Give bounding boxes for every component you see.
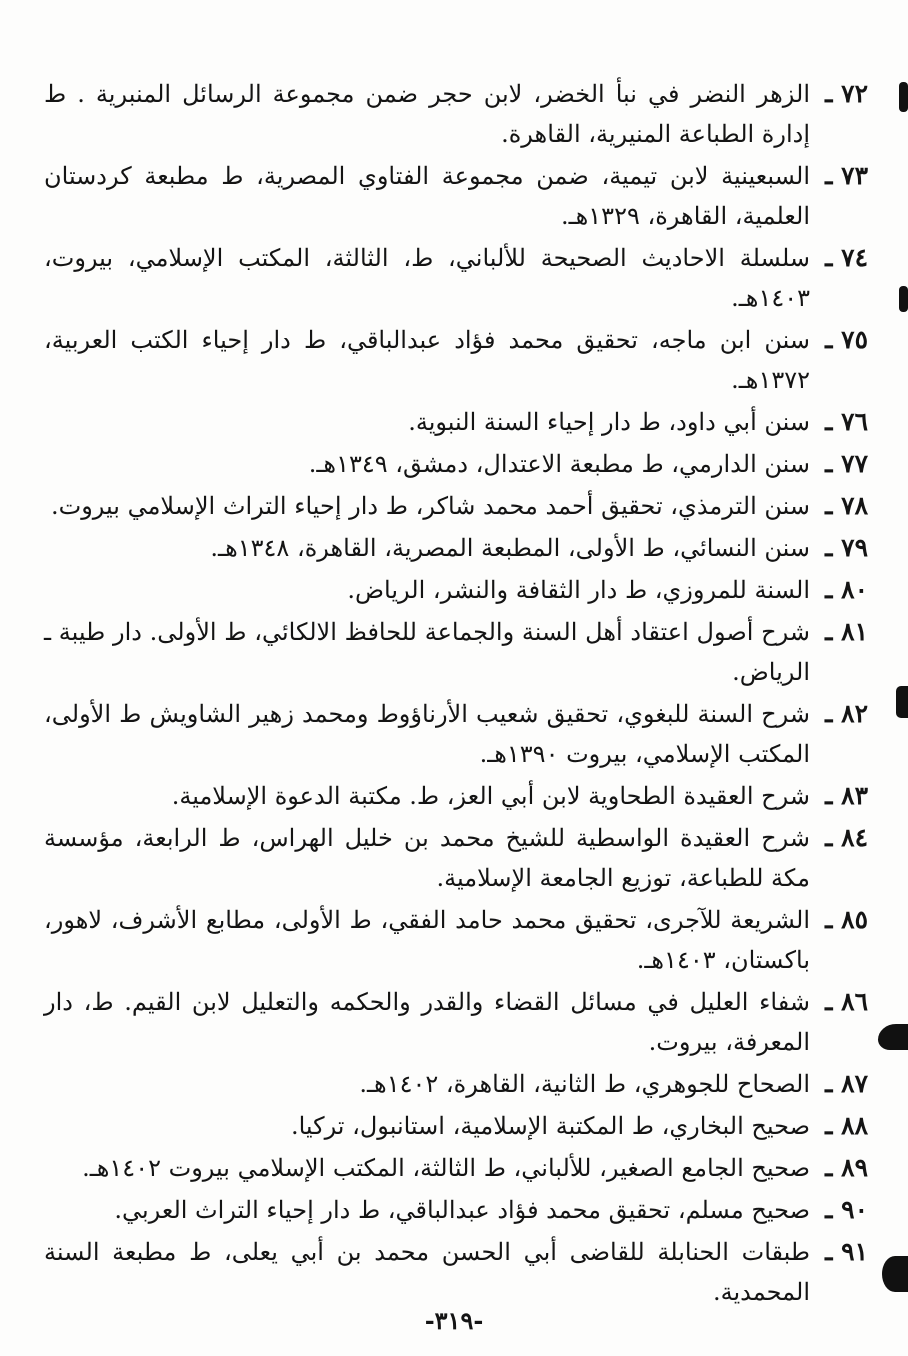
entry-text: شرح العقيدة الواسطية للشيخ محمد بن خليل الهراس، ط الرابعة، مؤسسة مكة للطباعة، توزيع الجامعة الإسلامية. xyxy=(44,824,810,892)
entry-text: شفاء العليل في مسائل القضاء والقدر والحكمه والتعليل لابن القيم. ط، دار المعرفة، بيروت. xyxy=(44,988,810,1056)
bibliography-entry xyxy=(44,612,868,692)
bibliography-entry xyxy=(44,900,868,980)
entry-number: ٧٢ ـ xyxy=(825,79,868,108)
entry-text: سلسلة الاحاديث الصحيحة للألباني، ط، الثالثة، المكتب الإسلامي، بيروت، ١٤٠٣هـ. xyxy=(44,244,810,312)
entry-text: الزهر النضر في نبأ الخضر، لابن حجر ضمن مجموعة الرسائل المنبرية . ط إدارة الطباعة المنيرية، القاهرة. xyxy=(44,80,810,148)
entry-number: ٧٣ ـ xyxy=(825,161,868,190)
entry-number: ٧٦ ـ xyxy=(825,407,868,436)
bibliography-entry xyxy=(44,402,868,442)
bibliography-entry xyxy=(44,776,868,816)
entry-number: ٨٠ ـ xyxy=(825,575,868,604)
entry-text: سنن أبي داود، ط دار إحياء السنة النبوية. xyxy=(408,408,810,436)
entry-text: سنن الدارمي، ط مطبعة الاعتدال، دمشق، ١٣٤٩هـ. xyxy=(308,450,810,478)
bibliography-list xyxy=(44,74,868,1314)
entry-text: سنن ابن ماجه، تحقيق محمد فؤاد عبدالباقي، ط دار إحياء الكتب العربية، ١٣٧٢هـ. xyxy=(44,326,810,394)
entry-number: ٩٠ ـ xyxy=(825,1195,868,1224)
bibliography-entry xyxy=(44,74,868,154)
entry-text: شرح أصول اعتقاد أهل السنة والجماعة للحافظ الالكائي، ط الأولى. دار طيبة ـ الرياض. xyxy=(44,618,810,686)
entry-text: سنن النسائي، ط الأولى، المطبعة المصرية، القاهرة، ١٣٤٨هـ. xyxy=(210,534,810,562)
scan-speck xyxy=(878,1024,908,1050)
bibliography-entry xyxy=(44,238,868,318)
entry-number: ٨٤ ـ xyxy=(825,823,868,852)
bibliography-entry xyxy=(44,1148,868,1188)
bibliography-entry xyxy=(44,156,868,236)
bibliography-entry xyxy=(44,1106,868,1146)
entry-number: ٨٢ ـ xyxy=(825,699,868,728)
entry-number: ٨٦ ـ xyxy=(825,987,868,1016)
entry-number: ٨٥ ـ xyxy=(825,905,868,934)
entry-number: ٨١ ـ xyxy=(825,617,868,646)
bibliography-entry xyxy=(44,694,868,774)
scan-speck xyxy=(896,686,908,718)
entry-text: طبقات الحنابلة للقاضى أبي الحسن محمد بن أبي يعلى، ط مطبعة السنة المحمدية. xyxy=(44,1238,810,1306)
entry-number: ٧٤ ـ xyxy=(825,243,868,272)
entry-number: ٧٧ ـ xyxy=(825,449,868,478)
entry-text: السبعينية لابن تيمية، ضمن مجموعة الفتاوي المصرية، ط مطبعة كردستان العلمية، القاهرة، ١٣٢٩هـ. xyxy=(44,162,810,230)
scan-speck xyxy=(899,82,908,112)
bibliography-entry xyxy=(44,982,868,1062)
entry-text: صحيح الجامع الصغير، للألباني، ط الثالثة، المكتب الإسلامي بيروت ١٤٠٢هـ. xyxy=(82,1154,810,1182)
page-number: -٣١٩- xyxy=(424,1306,484,1335)
entry-text: صحيح مسلم، تحقيق محمد فؤاد عبدالباقي، ط دار إحياء التراث العربي. xyxy=(114,1196,810,1224)
entry-text: الشريعة للآجرى، تحقيق محمد حامد الفقي، ط الأولى، مطابع الأشرف، لاهور، باكستان، ١٤٠٣هـ. xyxy=(44,906,810,974)
bibliography-entry xyxy=(44,528,868,568)
entry-number: ٧٥ ـ xyxy=(825,325,868,354)
entry-number: ٨٣ ـ xyxy=(825,781,868,810)
entry-text: السنة للمروزي، ط دار الثقافة والنشر، الرياض. xyxy=(347,576,810,604)
entry-text: صحيح البخاري، ط المكتبة الإسلامية، استانبول، تركيا. xyxy=(290,1112,810,1140)
bibliography-entry xyxy=(44,818,868,898)
bibliography-entry xyxy=(44,486,868,526)
entry-number: ٩١ ـ xyxy=(825,1237,868,1266)
entry-number: ٨٨ ـ xyxy=(825,1111,868,1140)
entry-text: الصحاح للجوهري، ط الثانية، القاهرة، ١٤٠٢هـ. xyxy=(359,1070,810,1098)
entry-number: ٨٧ ـ xyxy=(825,1069,868,1098)
bibliography-entry xyxy=(44,444,868,484)
bibliography-entry xyxy=(44,1190,868,1230)
entry-number: ٧٨ ـ xyxy=(825,491,868,520)
scan-speck xyxy=(899,286,908,312)
entry-text: شرح السنة للبغوي، تحقيق شعيب الأرناؤوط ومحمد زهير الشاويش ط الأولى، المكتب الإسلامي، بيروت ١٣٩٠هـ. xyxy=(44,700,810,768)
entry-number: ٧٩ ـ xyxy=(825,533,868,562)
bibliography-entry xyxy=(44,1064,868,1104)
scan-speck xyxy=(882,1256,908,1292)
bibliography-entry xyxy=(44,570,868,610)
entry-text: شرح العقيدة الطحاوية لابن أبي العز، ط. مكتبة الدعوة الإسلامية. xyxy=(171,782,810,810)
bibliography-entry xyxy=(44,1232,868,1312)
entry-number: ٨٩ ـ xyxy=(825,1153,868,1182)
bibliography-entry xyxy=(44,320,868,400)
entry-text: سنن الترمذي، تحقيق أحمد محمد شاكر، ط دار إحياء التراث الإسلامي بيروت. xyxy=(50,492,810,520)
